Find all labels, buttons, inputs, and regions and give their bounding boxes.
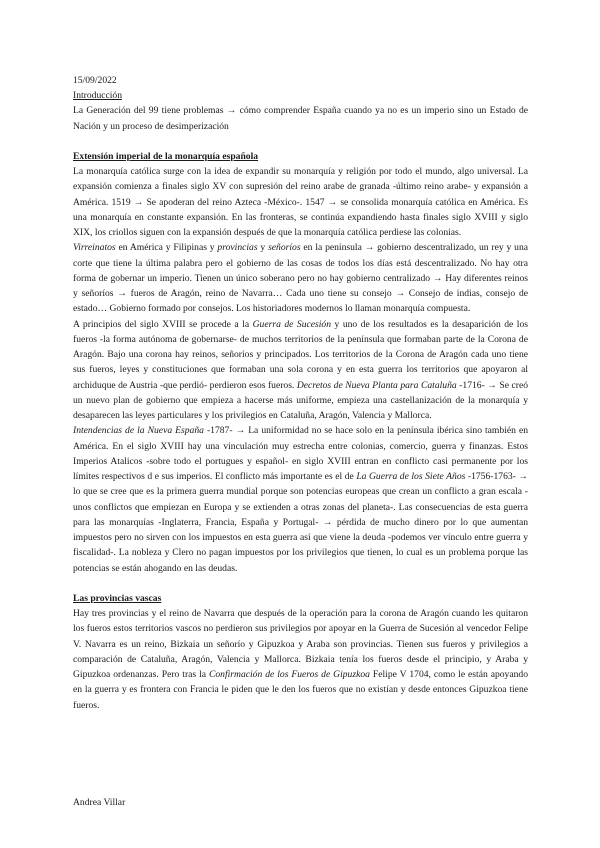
paragraph-monarquia: La monarquía católica surge con la idea de expandir su monarquía y religión por todo el mundo, algo universal. La expansión comienza a finales siglo XV con supresión del reino arabe de granada -último reino arabe- y expansión a América. 1519 → Se apoderan del reino Azteca -México-. 1547 → se consolida monarquía católica en América. Es una monarquía en constante expansión. En las fronteras, se continúa expandiendo hasta finales siglo XVIII y siglo XIX, los criollos siguen con la expansión después de que la monarquía católica perdiese las colonias.: [73, 166, 528, 239]
paragraph-virreinatos: Virreinatos en América y Filipinas y provincias y señoríos en la península → gobierno descentralizado, un rey y una corte que tiene la última palabra pero el gobierno de las cosas de todos los días está descentralizado. No hay otra forma de gobernar un imperio. Tienen un único soberano pero no hay gobierno centralizado → Hay diferentes reinos y señoríos → fueros de Aragón, reino de Navarra… Cada uno tiene su consejo → Consejo de indias, consejo de estado… Gobierno formado por consejos. Los historiadores modernos lo llaman monarquía compuesta.: [73, 242, 528, 315]
section-heading-imperial: Extensión imperial de la monarquía española: [73, 150, 259, 162]
author-footer: Andrea Villar: [73, 797, 126, 808]
section-heading-vascas: Las provincias vascas: [73, 592, 162, 604]
paragraph-provincias-vascas: Hay tres provincias y el reino de Navarra que después de la operación para la corona de Aragón cuando les quitaron los fueros estos territorios vascos no perdieron sus privilegios por apoyar en la Guerra de Sucesión al vencedor Felipe V. Navarra es un reino, Bizkaia un señorío y Gipuzkoa y Araba son provincias. Tienen sus fueros y privilegios a comparación de Cataluña, Aragón, Valencia y Mallorca. Bizkaia tenía los fueros desde el principio, y Araba y Gipuzkoa ordenanzas. Pero tras la Confirmación de los Fueros de Gipuzkoa Felipe V 1704, como le están apoyando en la guerra y es frontera con Francia le piden que le den los fueros que no existían y desde entonces Gipuzkoa tiene fueros.: [73, 608, 528, 711]
paragraph-guerra-sucesion: A principios del siglo XVIII se procede a la Guerra de Sucesión y uno de los resultados es la desaparición de los fueros -la forma autónoma de gobernarse- de muchos territorios de la península que formaban parte de la Corona de Aragón. Bajo una corona hay reinos, señoríos y principados. Los territorios de la Corona de Aragón cada uno tiene sus fueros, leyes y constituciones que formaban una sola corona y en esta guerra los territorios que apoyaron al archiduque de Austria -que perdió- perdieron esos fueros. Decretos de Nueva Planta para Cataluña -1716- → Se creó un nuevo plan de gobierno que empieza a hacerse más uniforme, empieza una castellanización de la monarquía y desaparecen las leyes particulares y los privilegios en Cataluña, Aragón, Valencia y Mallorca.: [73, 318, 529, 422]
intro-heading: Introducción: [73, 90, 123, 102]
document-date: 15/09/2022: [73, 75, 117, 86]
intro-paragraph: La Generación del 99 tiene problemas → cómo comprender España cuando ya no es un imperio sino un Estado de Nación y un proceso de desimperización: [73, 105, 528, 132]
document-body: [73, 73, 528, 713]
paragraph-intendencias: Intendencias de la Nueva España -1787- → La uniformidad no se hace solo en la península ibérica sino también en América. En el siglo XVIII hay una vinculación muy estrecha entre colonias, comercio, guerra y finanzas. Estos Imperios Atalicos -sobre todo el portugues y español- en siglo XVIII entran en conflicto casi permanente por los límites respectivos d e sus imperios. El conflicto más importante es el de La Guerra de los Siete Años -1756-1763- → lo que se cree que es la primera guerra mundial porque son potencias europeas que crean un conflicto a gran escala -unos conflictos que empiezan en Europa y se extienden a otras zonas del planeta-. Las consecuencias de esta guerra para las monarquías -Inglaterra, Francia, España y Portugal- → pérdida de mucho dinero por lo que aumentan impuestos pero no sirven con los impuestos en esta guerra así que viene la deuda -podemos ver vínculo entre guerra y fiscalidad-. La nobleza y Clero no pagan impuestos por los privilegios que tienen, lo cual es un problema porque las potencias se están ahogando en las deudas.: [73, 425, 528, 574]
